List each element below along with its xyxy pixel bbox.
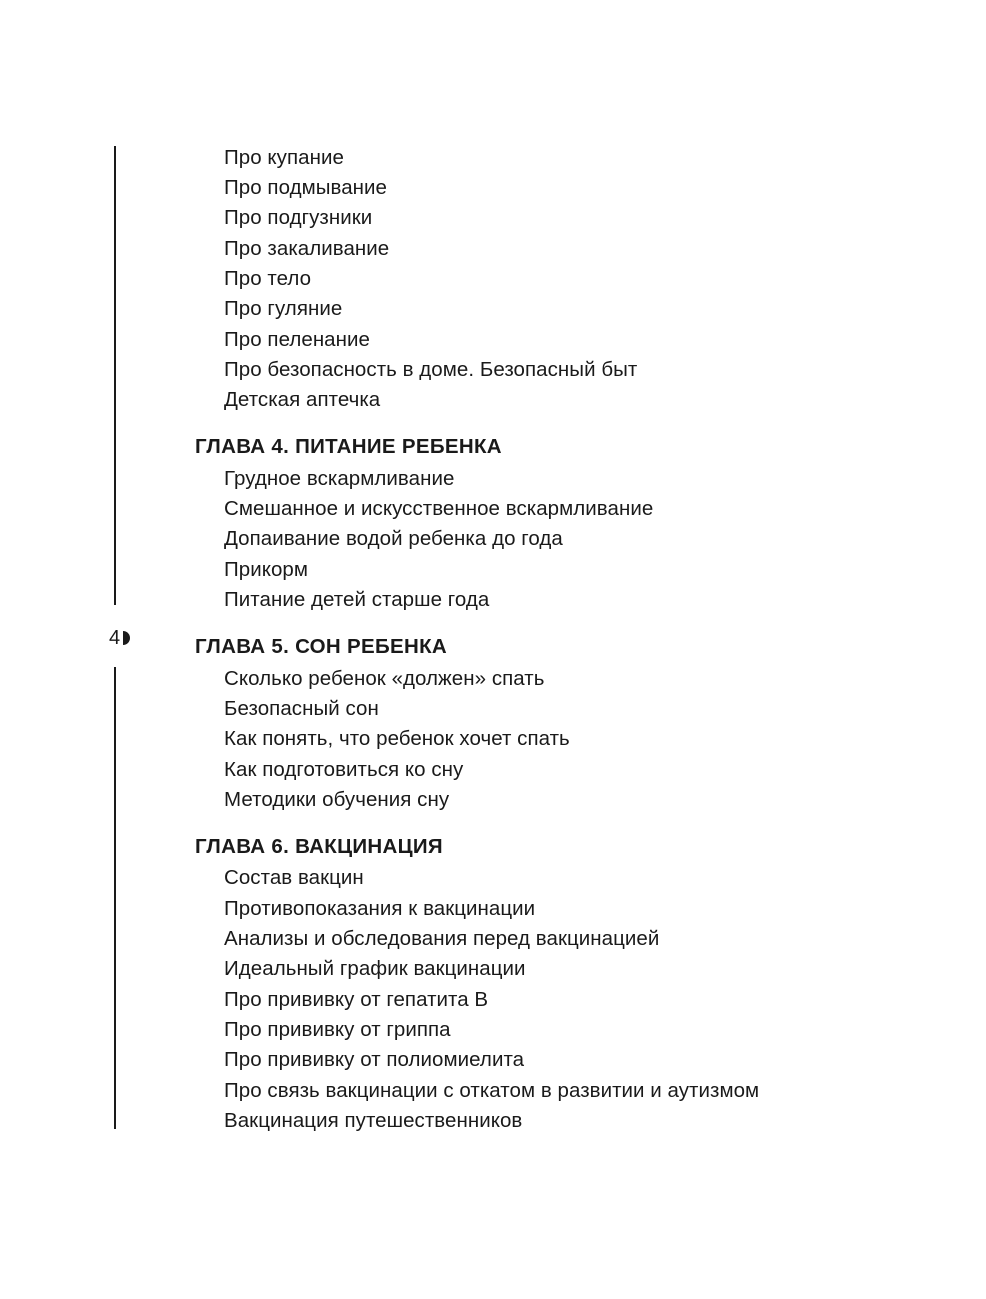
toc-entry: Про пеленание — [224, 328, 370, 351]
toc-entry: Про прививку от гепатита В — [224, 988, 489, 1011]
page-number-label: 4 — [109, 627, 121, 649]
toc-entry: Про безопасность в доме. Безопасный быт — [224, 358, 638, 381]
toc-entry: Смешанное и искусственное вскармливание — [224, 497, 654, 520]
toc-entry: Прикорм — [224, 558, 309, 581]
toc-entry: Вакцинация путешественников — [224, 1109, 523, 1132]
half-circle-marker-icon — [123, 631, 130, 645]
toc-entry: Детская аптечка — [224, 388, 381, 411]
toc-entry: Про гуляние — [224, 297, 343, 320]
chapter-heading: ГЛАВА 4. ПИТАНИЕ РЕБЕНКА — [195, 435, 502, 458]
toc-entry: Методики обучения сну — [224, 788, 450, 811]
toc-entry: Анализы и обследования перед вакцинацией — [224, 927, 660, 950]
toc-entry: Состав вакцин — [224, 866, 364, 889]
toc-entry: Про купание — [224, 146, 344, 169]
toc-entry: Как подготовиться ко сну — [224, 758, 464, 781]
chapter-heading: ГЛАВА 6. ВАКЦИНАЦИЯ — [195, 835, 443, 858]
toc-entry: Сколько ребенок «должен» спать — [224, 667, 545, 690]
margin-rule-top — [114, 146, 116, 605]
toc-entry: Про прививку от полиомиелита — [224, 1048, 525, 1071]
toc-entry: Про подгузники — [224, 206, 373, 229]
toc-entry: Как понять, что ребенок хочет спать — [224, 727, 570, 750]
page-number — [109, 626, 130, 650]
toc-entry: Противопоказания к вакцинации — [224, 897, 536, 920]
toc-entry: Про тело — [224, 267, 312, 290]
toc-entry: Про связь вакцинации с откатом в развитии и аутизмом — [224, 1079, 760, 1102]
chapter-heading: ГЛАВА 5. СОН РЕБЕНКА — [195, 635, 447, 658]
toc-entry: Грудное вскармливание — [224, 467, 455, 490]
toc-entry: Допаивание водой ребенка до года — [224, 527, 563, 550]
toc-entry: Про закаливание — [224, 237, 390, 260]
toc-entry: Безопасный сон — [224, 697, 379, 720]
toc-entry: Про подмывание — [224, 176, 388, 199]
toc-entry: Питание детей старше года — [224, 588, 490, 611]
toc-entry: Про прививку от гриппа — [224, 1018, 451, 1041]
margin-rule-bottom — [114, 667, 116, 1129]
toc-entry: Идеальный график вакцинации — [224, 957, 526, 980]
